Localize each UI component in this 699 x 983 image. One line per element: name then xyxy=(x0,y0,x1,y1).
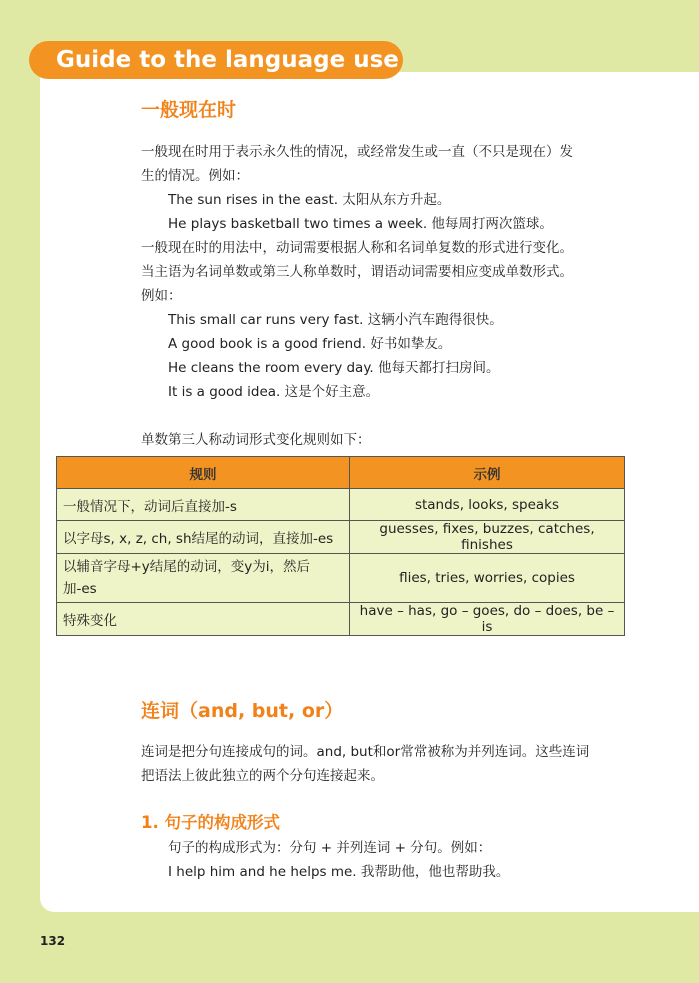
rule-cell xyxy=(57,554,350,603)
table-row xyxy=(57,554,625,603)
header-rule: 规则 xyxy=(57,457,350,489)
rule-cell: 特殊变化 xyxy=(57,603,350,636)
example-sentence: He cleans the room every day. 他每天都打扫房间。 xyxy=(168,360,500,376)
example-cell: flies, tries, worries, copies xyxy=(350,554,625,603)
example-sentence: The sun rises in the east. 太阳从东方升起。 xyxy=(168,192,451,208)
section-title-present-tense: 一般现在时 xyxy=(141,99,237,121)
page-number: 132 xyxy=(40,934,66,948)
example-cell: have – has, go – goes, do – does, be – is xyxy=(350,603,625,636)
rule-cell: 以字母s, x, z, ch, sh结尾的动词，直接加-es xyxy=(57,521,350,554)
table-header-row xyxy=(57,457,625,489)
example-sentence: He plays basketball two times a week. 他每周打两次篮球。 xyxy=(168,216,553,232)
subsection-title: 1. 句子的构成形式 xyxy=(141,813,280,832)
example-sentence: This small car runs very fast. 这辆小汽车跑得很快。 xyxy=(168,312,503,328)
para2-line3: 例如： xyxy=(141,288,182,304)
rule-cell-line: 加-es xyxy=(63,581,97,597)
example-cell: stands, looks, speaks xyxy=(350,489,625,521)
conjunction-para-line2: 把语法上彼此独立的两个分句连接起来。 xyxy=(141,768,384,784)
header-example: 示例 xyxy=(350,457,625,489)
para1-line2: 生的情况。例如： xyxy=(141,168,249,184)
conjugation-rules-table xyxy=(56,456,625,636)
structure-description: 句子的构成形式为：分句 + 并列连词 + 分句。例如： xyxy=(168,840,492,856)
rule-cell-line: 以辅音字母+y结尾的动词，变y为i，然后 xyxy=(63,559,311,575)
table-row xyxy=(57,603,625,636)
section-banner: Guide to the language use xyxy=(29,41,403,79)
example-sentence: A good book is a good friend. 好书如挚友。 xyxy=(168,336,452,352)
table-row xyxy=(57,521,625,554)
para2-line1: 一般现在时的用法中，动词需要根据人称和名词单复数的形式进行变化。 xyxy=(141,240,573,256)
example-sentence: It is a good idea. 这是个好主意。 xyxy=(168,384,380,400)
rule-cell: 一般情况下，动词后直接加-s xyxy=(57,489,350,521)
para1-line1: 一般现在时用于表示永久性的情况，或经常发生或一直（不只是现在）发 xyxy=(141,144,573,160)
example-sentence: I help him and he helps me. 我帮助他，他也帮助我。 xyxy=(168,864,510,880)
table-intro: 单数第三人称动词形式变化规则如下： xyxy=(141,432,371,448)
section-title-conjunctions: 连词（and, but, or） xyxy=(141,700,344,722)
conjunction-para-line1: 连词是把分句连接成句的词。and, but和or常常被称为并列连词。这些连词 xyxy=(141,744,590,760)
table-row xyxy=(57,489,625,521)
example-cell: guesses, fixes, buzzes, catches, finishes xyxy=(350,521,625,554)
para2-line2: 当主语为名词单数或第三人称单数时，谓语动词需要相应变成单数形式。 xyxy=(141,264,573,280)
